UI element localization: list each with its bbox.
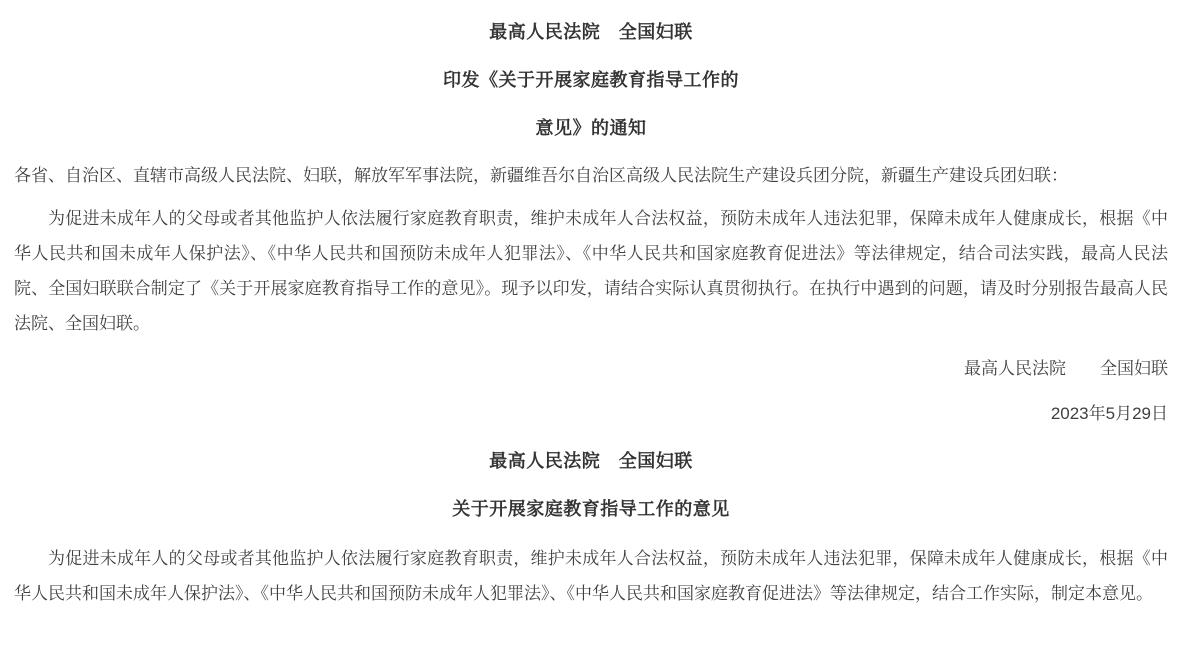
notice-signature: 最高人民法院 全国妇联 xyxy=(964,359,1168,378)
notice-recipients-line: 各省、自治区、直辖市高级人民法院、妇联，解放军军事法院，新疆维吾尔自治区高级人民法院生产建设兵团分院，新疆生产建设兵团妇联： xyxy=(14,166,1068,185)
opinion-body-paragraph: 为促进未成年人的父母或者其他监护人依法履行家庭教育职责，维护未成年人合法权益，预防未成年人违法犯罪，保障未成年人健康成长，根据《中华人民共和国未成年人保护法》、《中华人民共和国预防未成年人犯罪法》、《中华人民共和国家庭教育促进法》等法律规定，结合工作实际，制定本意见。 xyxy=(14,549,1168,603)
notice-date: 2023年5月29日 xyxy=(1050,404,1168,423)
notice-title-line-3: 意见》的通知 xyxy=(535,118,647,138)
notice-title-line-2: 印发《关于开展家庭教育指导工作的 xyxy=(443,70,739,90)
notice-title-block xyxy=(14,8,1168,152)
notice-title-line-1: 最高人民法院 全国妇联 xyxy=(489,22,693,42)
opinion-title-line-1: 最高人民法院 全国妇联 xyxy=(489,451,693,471)
notice-body-paragraph: 为促进未成年人的父母或者其他监护人依法履行家庭教育职责，维护未成年人合法权益，预防未成年人违法犯罪，保障未成年人健康成长，根据《中华人民共和国未成年人保护法》、《中华人民共和国预防未成年人犯罪法》、《中华人民共和国家庭教育促进法》等法律规定，结合司法实践，最高人民法院、全国妇联联合制定了《关于开展家庭教育指导工作的意见》。现予以印发，请结合实际认真贯彻执行。在执行中遇到的问题，请及时分别报告最高人民法院、全国妇联。 xyxy=(14,209,1168,333)
opinion-title-block xyxy=(14,437,1168,533)
opinion-title-line-2: 关于开展家庭教育指导工作的意见 xyxy=(452,499,730,519)
